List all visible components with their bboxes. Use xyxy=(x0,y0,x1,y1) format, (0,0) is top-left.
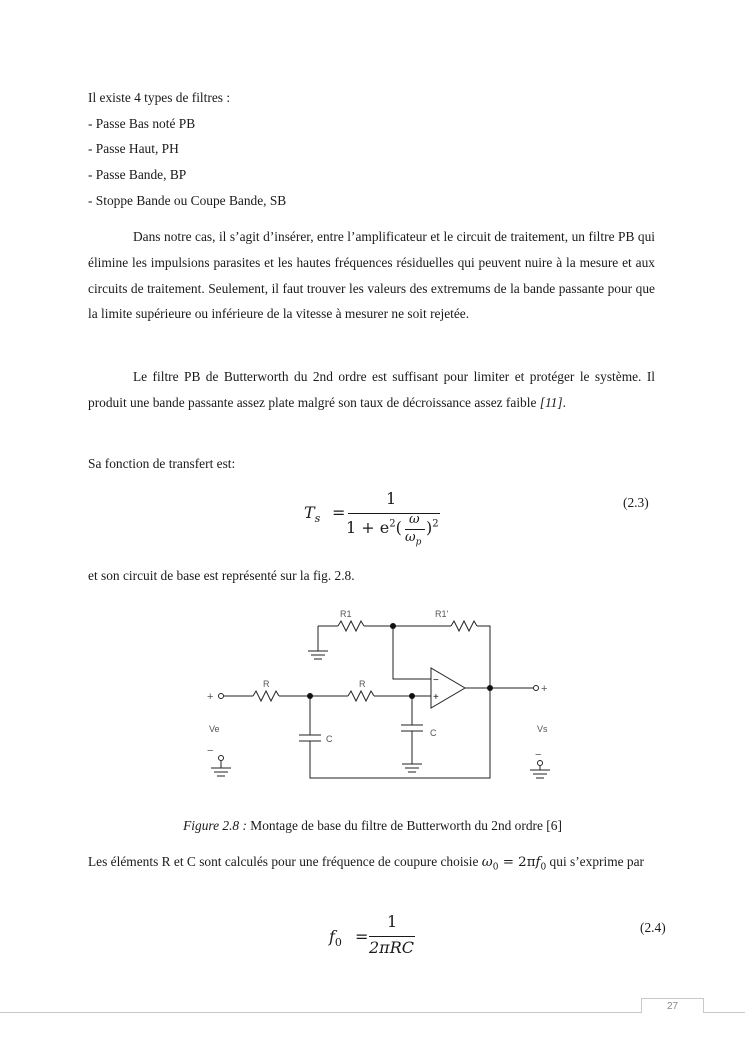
eq2-equals: = xyxy=(355,927,369,946)
ve-ground-terminal xyxy=(219,756,224,761)
eq1-inner-denominator: $\omega_p$ xyxy=(405,530,422,548)
transfer-intro: Sa fonction de transfert est: xyxy=(88,456,236,471)
label-r1-prime: R1' xyxy=(435,609,449,619)
eq1-lhs: $T_s$ xyxy=(304,503,321,526)
label-output-plus: + xyxy=(541,683,548,695)
paragraph-insertion: Dans notre cas, il s’agit d’insérer, entre l’amplificateur et le circuit de traitement, un filtre PB qui élimine les impulsions parasites et les hautes fréquences résiduelles qui peuvent nuire à la mesure et aux circuits de traitement. Seulement, il faut trouver les valeurs des extremums de la bande passante pour que la limite supérieure ou inférieure de la vitesse à mesurer ne soit rejetée. xyxy=(88,229,655,322)
eq1-inner-numerator: ω xyxy=(409,512,420,527)
feedback-wire xyxy=(477,626,490,688)
eq1-close: )$^2$ xyxy=(426,518,439,537)
figure-caption-text: Montage de base du filtre de Butterworth du 2nd ordre [6] xyxy=(246,818,562,833)
label-c-a: C xyxy=(326,734,333,744)
paragraph-butterworth xyxy=(88,364,655,416)
resistor-r-a xyxy=(253,691,279,701)
capacitor-c-b xyxy=(401,725,423,731)
list-item: - Passe Bas noté PB xyxy=(88,116,196,131)
equation-number-2-4: (2.4) xyxy=(640,920,666,935)
footer-rule xyxy=(0,1012,745,1013)
page-number: 27 xyxy=(641,998,704,1013)
resistor-r1 xyxy=(338,621,364,631)
label-r-b: R xyxy=(359,679,366,689)
ground-symbol xyxy=(530,766,550,778)
equation-2-4 xyxy=(325,910,435,960)
label-opamp-minus: − xyxy=(433,675,439,686)
paragraph-butterworth-end: . xyxy=(562,394,566,410)
ground-symbol xyxy=(402,764,422,772)
ground-symbol xyxy=(308,651,328,659)
paragraph-butterworth-text: Le filtre PB de Butterworth du 2nd ordre est suffisant pour limiter et protéger le système. Il produit une bande passante assez plate malgré son taux de décroissance assez faible xyxy=(88,369,655,410)
label-input-plus: + xyxy=(207,691,214,703)
inverting-input-wire xyxy=(393,626,431,679)
capacitor-c-a xyxy=(299,735,321,741)
label-input-minus: − xyxy=(207,745,214,757)
ground-symbol xyxy=(211,761,231,776)
omega-inline: $\omega_0 = 2\pi f_0$ xyxy=(481,855,547,873)
list-item: - Passe Bande, BP xyxy=(88,167,187,182)
eq1-fraction-bar xyxy=(348,513,440,514)
label-vs: Vs xyxy=(537,724,548,734)
eq2-numerator: 1 xyxy=(387,912,398,931)
figure-label: Figure 2.8 : xyxy=(183,818,247,833)
junction-dot xyxy=(390,623,396,629)
eq1-equals: = xyxy=(332,503,346,522)
cap-a-bottom-wire xyxy=(310,688,490,778)
intro-text: Il existe 4 types de filtres : xyxy=(88,90,231,105)
junction-dot xyxy=(307,693,313,699)
eq1-denominator: $1 + e^2$( xyxy=(346,518,402,537)
label-opamp-plus: + xyxy=(433,692,439,703)
reference-link: [11] xyxy=(539,394,563,410)
list-item: - Stoppe Bande ou Coupe Bande, SB xyxy=(88,193,287,208)
label-r1: R1 xyxy=(340,609,352,619)
label-output-minus: − xyxy=(535,749,542,761)
resistor-r1-prime xyxy=(451,621,477,631)
equation-2-3 xyxy=(290,485,450,555)
eq2-lhs: $f_0$ xyxy=(329,927,342,950)
eq1-numerator: 1 xyxy=(386,489,397,508)
eq2-denominator: 2πRC xyxy=(369,938,414,957)
circuit-intro: et son circuit de base est représenté sur la fig. 2.8. xyxy=(88,568,355,583)
equation-number-2-3: (2.3) xyxy=(623,495,649,510)
junction-dot xyxy=(487,685,493,691)
resistor-r-b xyxy=(348,691,374,701)
butterworth-circuit-diagram xyxy=(203,598,558,794)
label-c-b: C xyxy=(430,728,437,738)
output-terminal xyxy=(534,686,539,691)
label-r-a: R xyxy=(263,679,270,689)
list-item: - Passe Haut, PH xyxy=(88,141,179,156)
label-ve: Ve xyxy=(209,724,220,734)
junction-dot xyxy=(409,693,415,699)
input-terminal xyxy=(219,694,224,699)
eq2-fraction-bar xyxy=(369,936,415,937)
paragraph-cutoff: Les éléments R et C sont calculés pour une fréquence de coupure choisie $\omega_0 = 2\pi f_0$ qui s’exprime par xyxy=(88,854,644,873)
vs-ground-terminal xyxy=(538,761,543,766)
figure-caption xyxy=(0,818,745,834)
